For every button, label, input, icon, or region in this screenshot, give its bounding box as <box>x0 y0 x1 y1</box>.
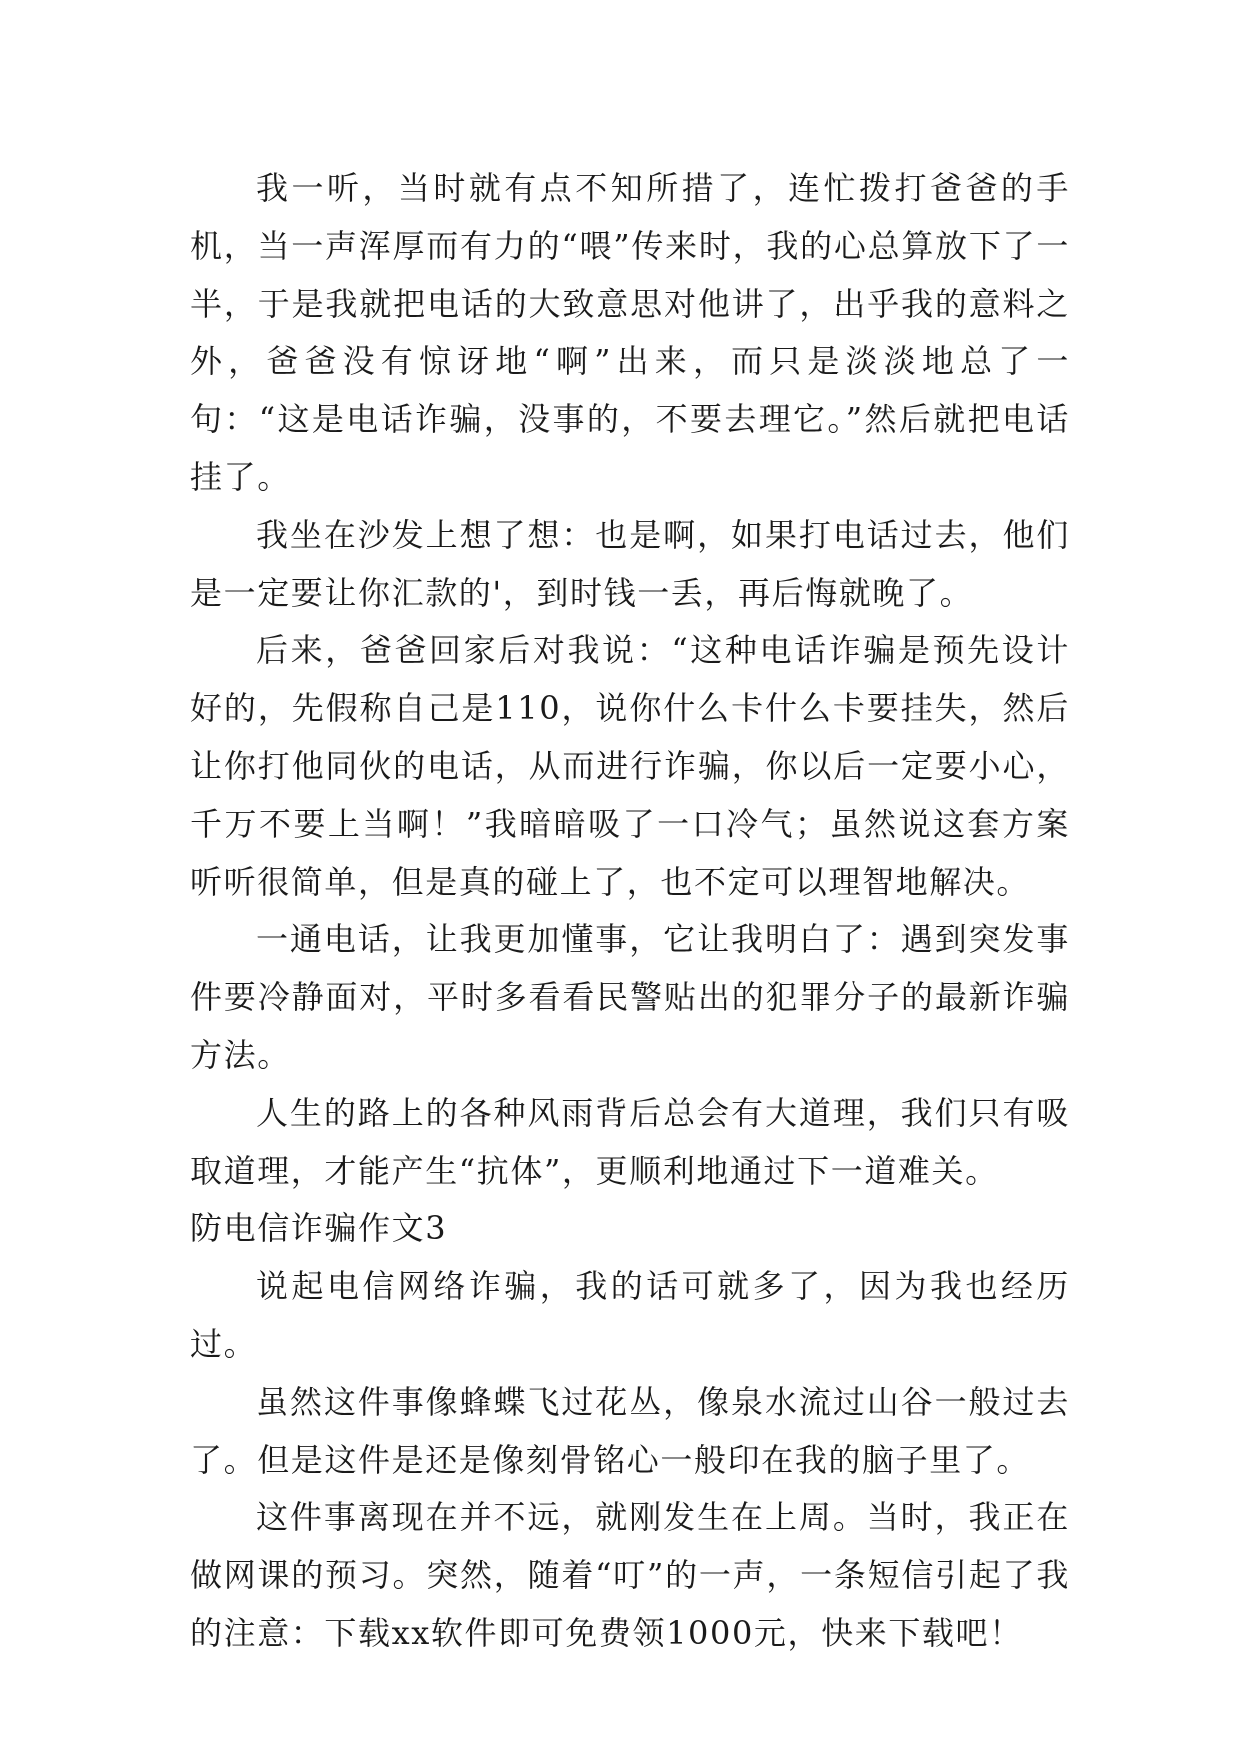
paragraph: 一通电话，让我更加懂事，它让我明白了：遇到突发事件要冷静面对，平时多看看民警贴出的犯罪分子的最新诈骗方法。 <box>190 920 1070 1074</box>
paragraph: 我坐在沙发上想了想：也是啊，如果打电话过去，他们是一定要让你汇款的'，到时钱一丢，再后悔就晚了。 <box>190 515 1070 612</box>
paragraph: 虽然这件事像蜂蝶飞过花丛，像泉水流过山谷一般过去了。但是这件是还是像刻骨铭心一般印在我的脑子里了。 <box>190 1382 1070 1479</box>
paragraph: 这件事离现在并不远，就刚发生在上周。当时，我正在做网课的预习。突然，随着“叮”的一声，一条短信引起了我的注意：下载xx软件即可免费领1000元，快来下载吧！ <box>190 1498 1070 1652</box>
paragraph: 说起电信网络诈骗，我的话可就多了，因为我也经历过。 <box>190 1267 1070 1363</box>
paragraph: 后来，爸爸回家后对我说：“这种电话诈骗是预先设计好的，先假称自己是110，说你什么卡什么卡要挂失，然后让你打他同伙的电话，从而进行诈骗，你以后一定要小心，千万不要上当啊！”我暗暗吸了一口冷气；虽然说这套方案听听很简单，但是真的碰上了，也不定可以理智地解决。 <box>190 631 1070 901</box>
document-body <box>190 160 1070 1663</box>
section-heading: 防电信诈骗作文3 <box>190 1209 448 1248</box>
paragraph: 人生的路上的各种风雨背后总会有大道理，我们只有吸取道理，才能产生“抗体”，更顺利地通过下一道难关。 <box>190 1093 1070 1190</box>
paragraph: 我一听，当时就有点不知所措了，连忙拨打爸爸的手机，当一声浑厚而有力的“喂”传来时，我的心总算放下了一半，于是我就把电话的大致意思对他讲了，出乎我的意料之外，爸爸没有惊讶地“啊”出来，而只是淡淡地总了一句：“这是电话诈骗，没事的，不要去理它。”然后就把电话挂了。 <box>190 169 1070 496</box>
